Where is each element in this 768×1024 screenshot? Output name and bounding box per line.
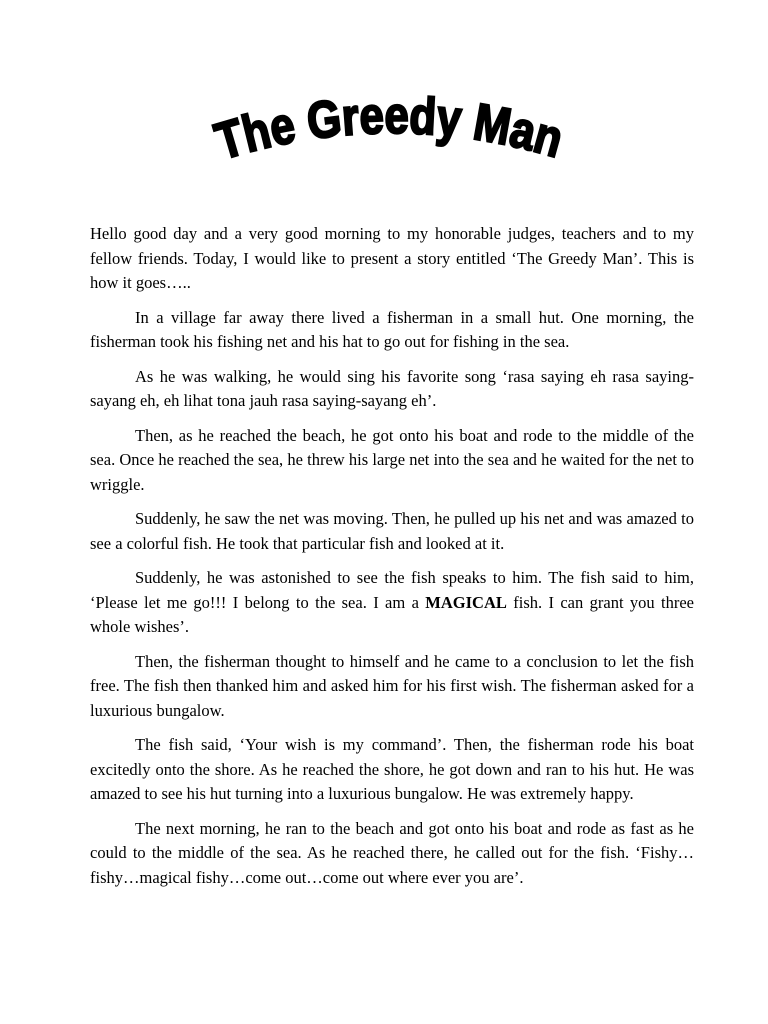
title-block (0, 78, 768, 188)
paragraph-5 (90, 566, 694, 640)
page-title (209, 86, 574, 172)
paragraph-7: The fish said, ‘Your wish is my command’. Then, the fisherman rode his boat excitedly onto the shore. As he reached the shore, he got down and ran to his hut. He was amazed to see his hut turning into a luxurious bungalow. He was extremely happy. (90, 735, 694, 803)
paragraph-2: As he was walking, he would sing his favorite song ‘rasa saying eh rasa saying-sayang eh, eh lihat tona jauh rasa saying-sayang eh’. (90, 366, 694, 410)
paragraph-3: Then, as he reached the beach, he got onto his boat and rode to the middle of the sea. Once he reached the sea, he threw his large net into the sea and he waited for the net to wriggle. (90, 425, 694, 494)
magical-word: MAGICAL (425, 592, 507, 612)
paragraph-4: Suddenly, he saw the net was moving. Then, he pulled up his net and was amazed to see a colorful fish. He took that particular fish and looked at it. (90, 509, 694, 553)
title-wordart (0, 78, 768, 188)
paragraph-5-after-bold: fish. I can grant you three whole wishes’. (90, 592, 694, 636)
story-body (90, 222, 694, 900)
paragraph-intro: Hello good day and a very good morning to my honorable judges, teachers and to my fellow friends. Today, I would like to present a story entitled ‘The Greedy Man’. This is how it goes….. (90, 224, 694, 292)
page-title-text: The Greedy Man (209, 86, 574, 172)
paragraph-5-before-bold: Suddenly, he was astonished to see the fish speaks to him. The fish said to him, ‘Please let me go!!! I belong to the sea. I am a (90, 568, 694, 612)
paragraph-1: In a village far away there lived a fisherman in a small hut. One morning, the fisherman took his fishing net and his hat to go out for fishing in the sea. (90, 307, 694, 351)
paragraph-6: Then, the fisherman thought to himself and he came to a conclusion to let the fish free. The fish then thanked him and asked him for his first wish. The fisherman asked for a luxurious bungalow. (90, 651, 694, 720)
paragraph-8: The next morning, he ran to the beach and got onto his boat and rode as fast as he could to the middle of the sea. As he reached there, he called out for the fish. ‘Fishy…fishy…magical fishy…come out…come out where ever you are’. (90, 818, 694, 887)
